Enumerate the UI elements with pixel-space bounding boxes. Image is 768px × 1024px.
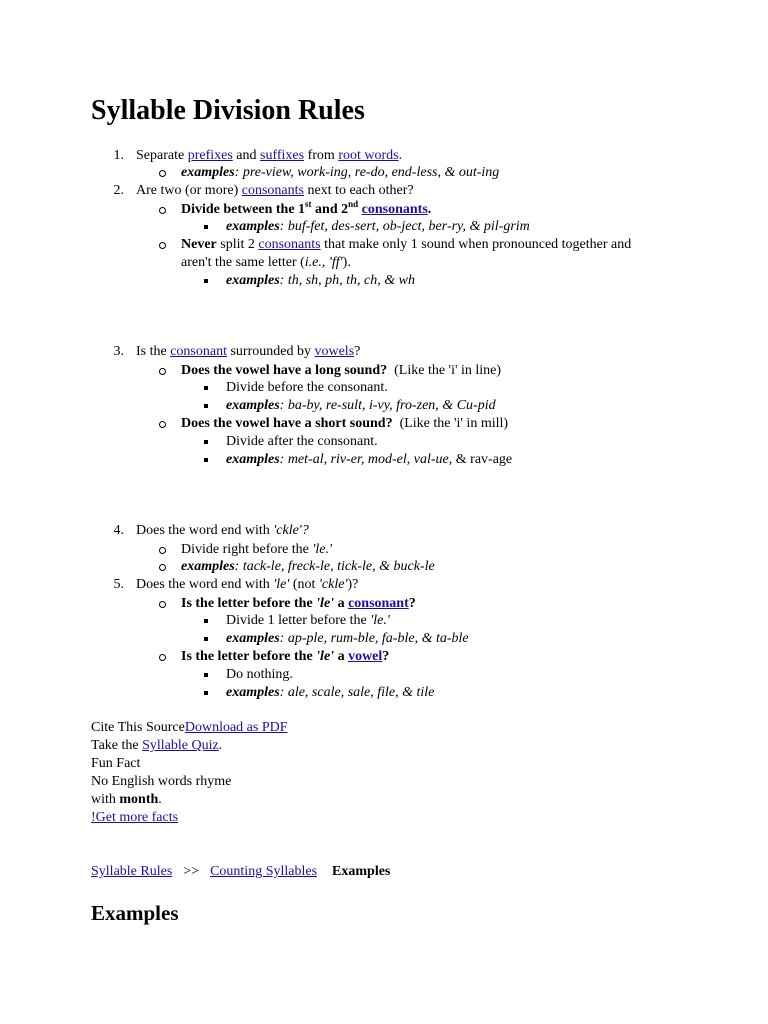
square-bullet-icon <box>204 279 208 283</box>
rule-3-sub-1-answer: Divide before the consonant. <box>226 380 388 395</box>
square-bullet-icon <box>204 386 208 390</box>
circle-bullet-icon <box>159 421 166 428</box>
rule-3-sub-1: Does the vowel have a long sound? (Like the 'i' in line) <box>181 363 502 378</box>
rule-2-sub-1: Divide between the 1st and 2nd consonants. <box>181 199 432 217</box>
rule-4-sub-1: Divide right before the 'le.' <box>181 542 332 557</box>
get-more-facts-link[interactable]: !Get more facts <box>91 810 179 825</box>
rule-5-sub-2-examples: examples: ale, scale, sale, file, & tile <box>226 685 435 700</box>
rule-5-sub-2: Is the letter before the 'le' a vowel? <box>181 649 390 664</box>
vowels-link[interactable]: vowels <box>314 344 355 359</box>
more-facts-line <box>91 809 178 827</box>
consonant-link[interactable]: consonant <box>170 344 227 359</box>
examples-heading: Examples <box>91 901 179 925</box>
breadcrumb-current: Examples <box>332 864 391 879</box>
cite-line <box>91 719 288 737</box>
rule-2-sub-2-cont: aren't the same letter (i.e., 'ff'). <box>181 255 351 270</box>
root-words-link[interactable]: root words <box>338 148 399 163</box>
circle-bullet-icon <box>159 654 166 661</box>
consonants-link[interactable]: consonants <box>258 237 321 252</box>
consonants-link[interactable]: consonants <box>241 183 304 198</box>
quiz-line: Take the Syllable Quiz. <box>91 738 223 753</box>
rule-3-sub-2-answer: Divide after the consonant. <box>226 434 378 449</box>
fun-fact-label: Fun Fact <box>91 756 141 771</box>
rule-3-sub-1-examples: examples: ba-by, re-sult, i-vy, fro-zen, & Cu-pid <box>226 398 496 413</box>
fun-fact-line-1: No English words rhyme <box>91 774 232 789</box>
circle-bullet-icon <box>159 564 166 571</box>
suffixes-link[interactable]: suffixes <box>260 148 305 163</box>
rule-5-sub-1: Is the letter before the 'le' a consonant? <box>181 596 416 611</box>
vowel-link[interactable]: vowel <box>348 649 383 664</box>
rule-5-sub-1-answer: Divide 1 letter before the 'le.' <box>226 613 390 628</box>
rule-number: 5. <box>113 577 124 592</box>
rule-4-examples: examples: tack-le, freck-le, tick-le, & buck-le <box>181 559 435 574</box>
circle-bullet-icon <box>159 170 166 177</box>
rule-5: Does the word end with 'le' (not 'ckle')? <box>136 577 359 592</box>
rule-2-sub-2: Never split 2 consonants that make only 1 sound when pronounced together and <box>181 237 632 252</box>
rule-2: Are two (or more) consonants next to each other? <box>136 183 414 198</box>
prefixes-link[interactable]: prefixes <box>187 148 233 163</box>
cite-source[interactable]: Cite This Source <box>91 720 185 735</box>
square-bullet-icon <box>204 673 208 677</box>
consonant-link[interactable]: consonant <box>348 596 409 611</box>
rule-2-sub-2-examples: examples: th, sh, ph, th, ch, & wh <box>226 273 415 288</box>
breadcrumb <box>91 863 390 881</box>
rule-number: 4. <box>113 523 124 538</box>
square-bullet-icon <box>204 404 208 408</box>
rule-5-sub-2-answer: Do nothing. <box>226 667 293 682</box>
rule-2-sub-1-examples: examples: buf-fet, des-sert, ob-ject, ber-ry, & pil-grim <box>226 219 530 234</box>
square-bullet-icon <box>204 619 208 623</box>
circle-bullet-icon <box>159 601 166 608</box>
square-bullet-icon <box>204 637 208 641</box>
rule-1-examples: examples: pre-view, work-ing, re-do, end-less, & out-ing <box>181 165 500 180</box>
square-bullet-icon <box>204 458 208 462</box>
square-bullet-icon <box>204 691 208 695</box>
fun-fact-line-2: with month. <box>91 792 162 807</box>
circle-bullet-icon <box>159 547 166 554</box>
download-pdf-link[interactable]: Download as PDF <box>184 720 288 735</box>
rule-3: Is the consonant surrounded by vowels? <box>136 344 361 359</box>
breadcrumb-separator: >> <box>183 864 200 879</box>
rule-number: 3. <box>113 344 124 359</box>
rule-number: 2. <box>113 183 124 198</box>
rule-4: Does the word end with 'ckle'? <box>136 523 309 538</box>
consonants-link[interactable]: consonants <box>361 202 428 217</box>
circle-bullet-icon <box>159 368 166 375</box>
rule-5-sub-1-examples: examples: ap-ple, rum-ble, fa-ble, & ta-ble <box>226 631 469 646</box>
breadcrumb-counting-syllables[interactable]: Counting Syllables <box>210 864 318 879</box>
square-bullet-icon <box>204 225 208 229</box>
square-bullet-icon <box>204 440 208 444</box>
rule-1: Separate prefixes and suffixes from root words. <box>136 148 403 163</box>
page-title: Syllable Division Rules <box>91 95 365 126</box>
rule-3-sub-2-examples: examples: met-al, riv-er, mod-el, val-ue, & rav-age <box>226 452 513 467</box>
circle-bullet-icon <box>159 242 166 249</box>
rule-number: 1. <box>113 148 124 163</box>
breadcrumb-syllable-rules[interactable]: Syllable Rules <box>91 864 173 879</box>
circle-bullet-icon <box>159 207 166 214</box>
rule-3-sub-2: Does the vowel have a short sound? (Like the 'i' in mill) <box>181 416 509 431</box>
syllable-quiz-link[interactable]: Syllable Quiz <box>142 738 219 753</box>
